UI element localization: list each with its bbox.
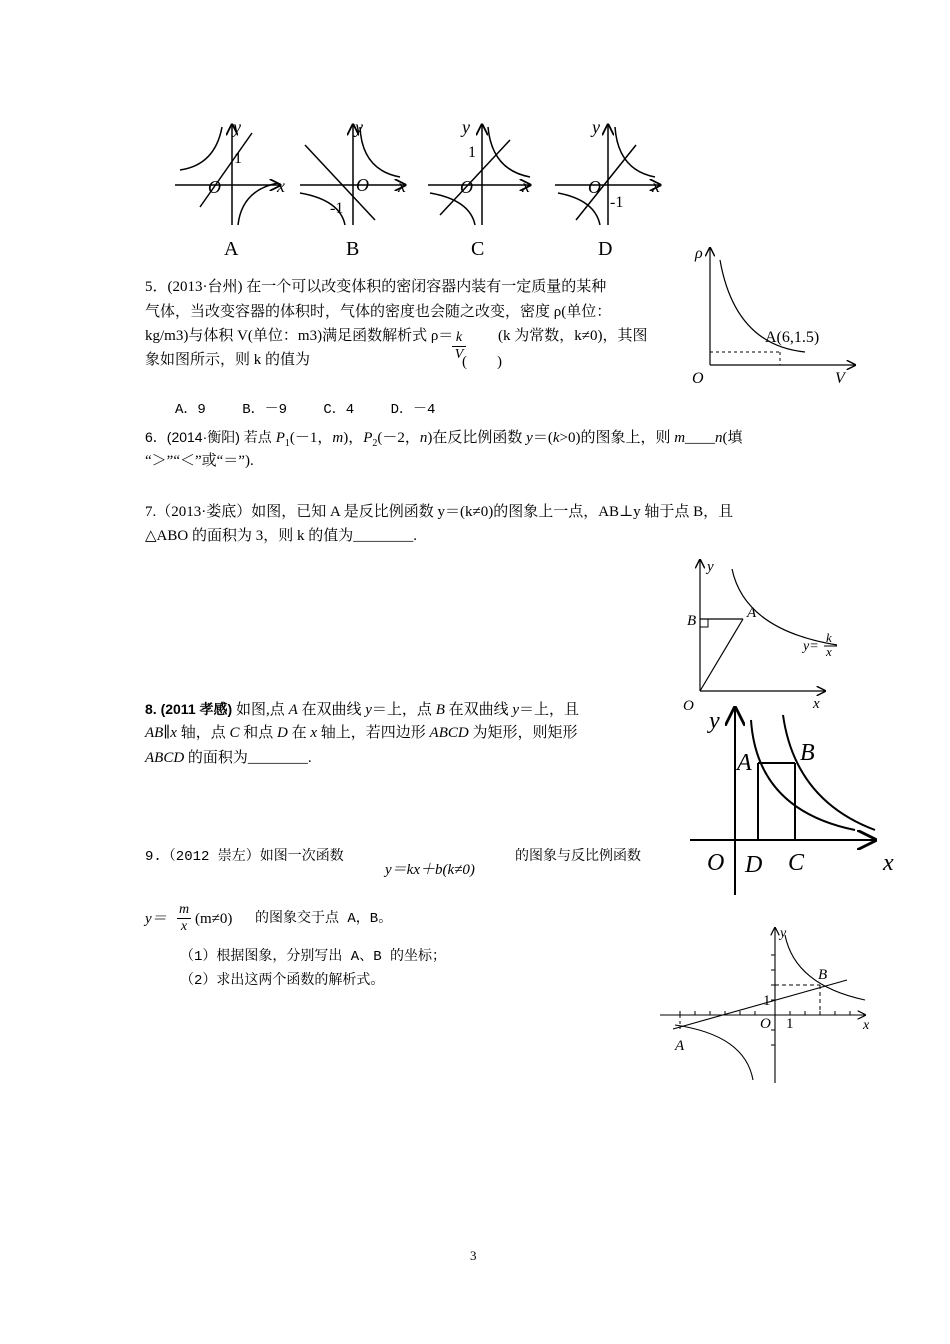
q8-line1	[145, 697, 579, 722]
q4-graph-b	[300, 125, 405, 225]
q6-p1: P	[275, 430, 285, 446]
q5-answer-paren: ( )	[462, 354, 502, 370]
q8-y2: y	[512, 702, 520, 718]
q5-point-a: A(6,1.5)	[765, 329, 820, 346]
q9-formula2-frac	[177, 902, 191, 935]
q7-y-label: y	[707, 559, 714, 575]
q8-x2: x	[310, 725, 318, 741]
q7-point-b: B	[687, 613, 697, 629]
q8-t9: 轴上，若四边形	[317, 725, 430, 741]
q5-x-label: V	[835, 370, 845, 387]
q9-one-y: 1	[763, 993, 771, 1009]
q4-option-c: C	[471, 238, 485, 260]
q6-p2: P	[363, 430, 373, 446]
q5-line2: 气体，当改变容器的体积时，气体的密度也会随之改变，密度 ρ(单位：	[145, 304, 612, 320]
q6-p2-sub: 2	[372, 438, 378, 449]
q4-b-origin: O	[356, 175, 369, 195]
q9-formula2-den: x	[177, 918, 191, 935]
q9-formula2-num: m	[178, 902, 190, 917]
q6-blank: ____	[685, 430, 716, 446]
q9-sub1: （1）根据图象，分别写出 A、B 的坐标；	[180, 949, 447, 965]
q8-t4: 在双曲线	[444, 702, 513, 718]
q8-t5: ＝上，且	[519, 702, 580, 718]
q9-one-x: 1	[786, 1016, 794, 1032]
q7-x-label: x	[813, 696, 820, 712]
q4-graph-d	[555, 125, 660, 225]
q5-line4: 象如图所示，则 k 的值为	[145, 352, 311, 368]
q4-graph-a	[175, 125, 280, 225]
q4-b-x-label: x	[398, 176, 406, 196]
q4-graph-c	[428, 125, 530, 225]
q7-origin: O	[683, 698, 694, 714]
q4-b-neg-one: -1	[330, 200, 344, 217]
q6-text2: >0)的图象上，则	[559, 430, 675, 446]
q9-formula1: y＝kx＋b(k≠0)	[385, 862, 475, 878]
q4-d-x-label: x	[652, 176, 660, 196]
q9-formula2-y: y＝	[145, 911, 167, 927]
q9-line1: 9.（2012 崇左）如图一次函数	[145, 849, 344, 865]
q6-fill: (填	[722, 430, 743, 446]
q8-y1: y	[365, 702, 372, 718]
q6-n2: n	[715, 430, 723, 446]
q4-option-d: D	[598, 238, 613, 260]
q9-origin: O	[760, 1016, 771, 1032]
q4-d-origin: O	[588, 177, 601, 197]
q9-y-label: y	[780, 926, 787, 941]
q8-x: x	[170, 725, 177, 741]
q8-line2	[145, 721, 577, 745]
q9-graph	[655, 925, 880, 1085]
q5-frac-den: V	[452, 346, 466, 363]
q8-graph	[685, 700, 910, 900]
q5-options: A．9 B．－9 C．4 D．－4	[175, 402, 436, 418]
q8-source: 8. (2011 孝感)	[145, 701, 237, 717]
q8-point-a: A	[737, 750, 752, 776]
q9-point-a: A	[675, 1038, 685, 1054]
q8-origin: O	[707, 850, 725, 876]
q6-p2-coord: (－2，	[377, 430, 420, 446]
q8-abcd2: ABCD	[145, 750, 185, 766]
q8-t10: 为矩形，则矩形	[468, 725, 578, 741]
q6-y: y	[526, 430, 533, 446]
q8-t1: 如图,点	[236, 702, 289, 718]
q4-a-origin: O	[208, 177, 221, 197]
q9-x-label: x	[863, 1018, 870, 1033]
q9-sub2: （2）求出这两个函数的解析式。	[180, 973, 385, 989]
q9-formula2-rest: (m≠0)	[195, 911, 233, 927]
q9-line2-end: 的图象交于点 A，B。	[255, 911, 393, 927]
q5-y-label: ρ	[695, 245, 703, 262]
q8-point-d: D	[745, 852, 763, 878]
q8-ab: AB	[145, 725, 164, 741]
q7-func-k: k	[826, 630, 832, 645]
q8-c: C	[229, 725, 240, 741]
q4-a-one: 1	[234, 150, 242, 167]
q6-text1: )在反比例函数	[427, 430, 527, 446]
q4-c-y-label: y	[462, 117, 470, 137]
q6-m: m	[332, 430, 344, 446]
q8-b: B	[435, 702, 445, 718]
q8-a: A	[288, 702, 298, 718]
q8-y-label: y	[709, 708, 720, 734]
q4-c-one: 1	[468, 144, 476, 161]
q7-line1: 7.（2013·娄底）如图，已知 A 是反比例函数 y＝(k≠0)的图象上一点，AB⊥y 轴于点 B，且	[145, 504, 734, 520]
q6-prefix: 6．(2014·衡阳) 若点	[145, 429, 276, 445]
q6-line2: “＞”“＜”或“＝”).	[145, 453, 254, 469]
q4-d-neg-one: -1	[610, 194, 624, 211]
q4-b-y-label: y	[355, 117, 363, 137]
q4-option-a: A	[224, 238, 239, 260]
q5-line3: kg/m3)与体积 V(单位：m3)满足函数解析式 ρ＝	[145, 328, 454, 344]
q4-c-x-label: x	[522, 176, 530, 196]
q7-point-a: A	[747, 605, 757, 621]
q8-point-b: B	[800, 740, 815, 766]
q5-line3b: (k 为常数，k≠0)，其图	[498, 328, 648, 344]
q4-d-y-label: y	[592, 117, 600, 137]
q6-eq: ＝(	[532, 430, 553, 446]
q8-t7: 和点	[239, 725, 277, 741]
q7-func-y: y=	[803, 639, 819, 654]
q7-func-x: x	[826, 644, 832, 659]
page-number: 3	[470, 1248, 477, 1263]
q6-sep: )，	[343, 430, 364, 446]
q4-option-b: B	[346, 238, 360, 260]
q4-a-y-label: y	[233, 117, 241, 137]
q9-point-b: B	[818, 967, 828, 983]
q9-line1-end: 的图象与反比例函数	[515, 849, 641, 865]
q5-graph	[680, 240, 860, 390]
q8-parallel: ∥	[163, 725, 171, 741]
q8-t6: 轴，点	[176, 725, 230, 741]
q8-d: D	[276, 725, 288, 741]
q8-line3	[145, 746, 312, 770]
q6-p1-sub: 1	[284, 438, 290, 449]
q5-line1: 5．(2013·台州) 在一个可以改变体积的密闭容器内装有一定质量的某种	[145, 279, 607, 295]
q6-m2: m	[674, 430, 686, 446]
q8-t11: 的面积为________.	[184, 750, 312, 766]
q8-t3: ＝上，点	[371, 702, 436, 718]
q8-point-c: C	[788, 850, 805, 876]
q6-k: k	[552, 430, 560, 446]
q4-option-graphs	[170, 115, 670, 260]
q6-n: n	[419, 430, 428, 446]
q8-x-label: x	[883, 850, 894, 876]
q7-line2: △ABO 的面积为 3，则 k 的值为________.	[145, 528, 417, 544]
q4-a-x-label: x	[277, 176, 285, 196]
q8-t8: 在	[287, 725, 311, 741]
q4-c-origin: O	[460, 177, 473, 197]
q7-graph	[675, 555, 850, 715]
q8-abcd: ABCD	[429, 725, 469, 741]
q6-p1-coord: (－1，	[289, 430, 333, 446]
q8-t2: 在双曲线	[297, 702, 366, 718]
q5-frac-num: k	[455, 330, 463, 345]
q5-origin: O	[692, 370, 704, 387]
